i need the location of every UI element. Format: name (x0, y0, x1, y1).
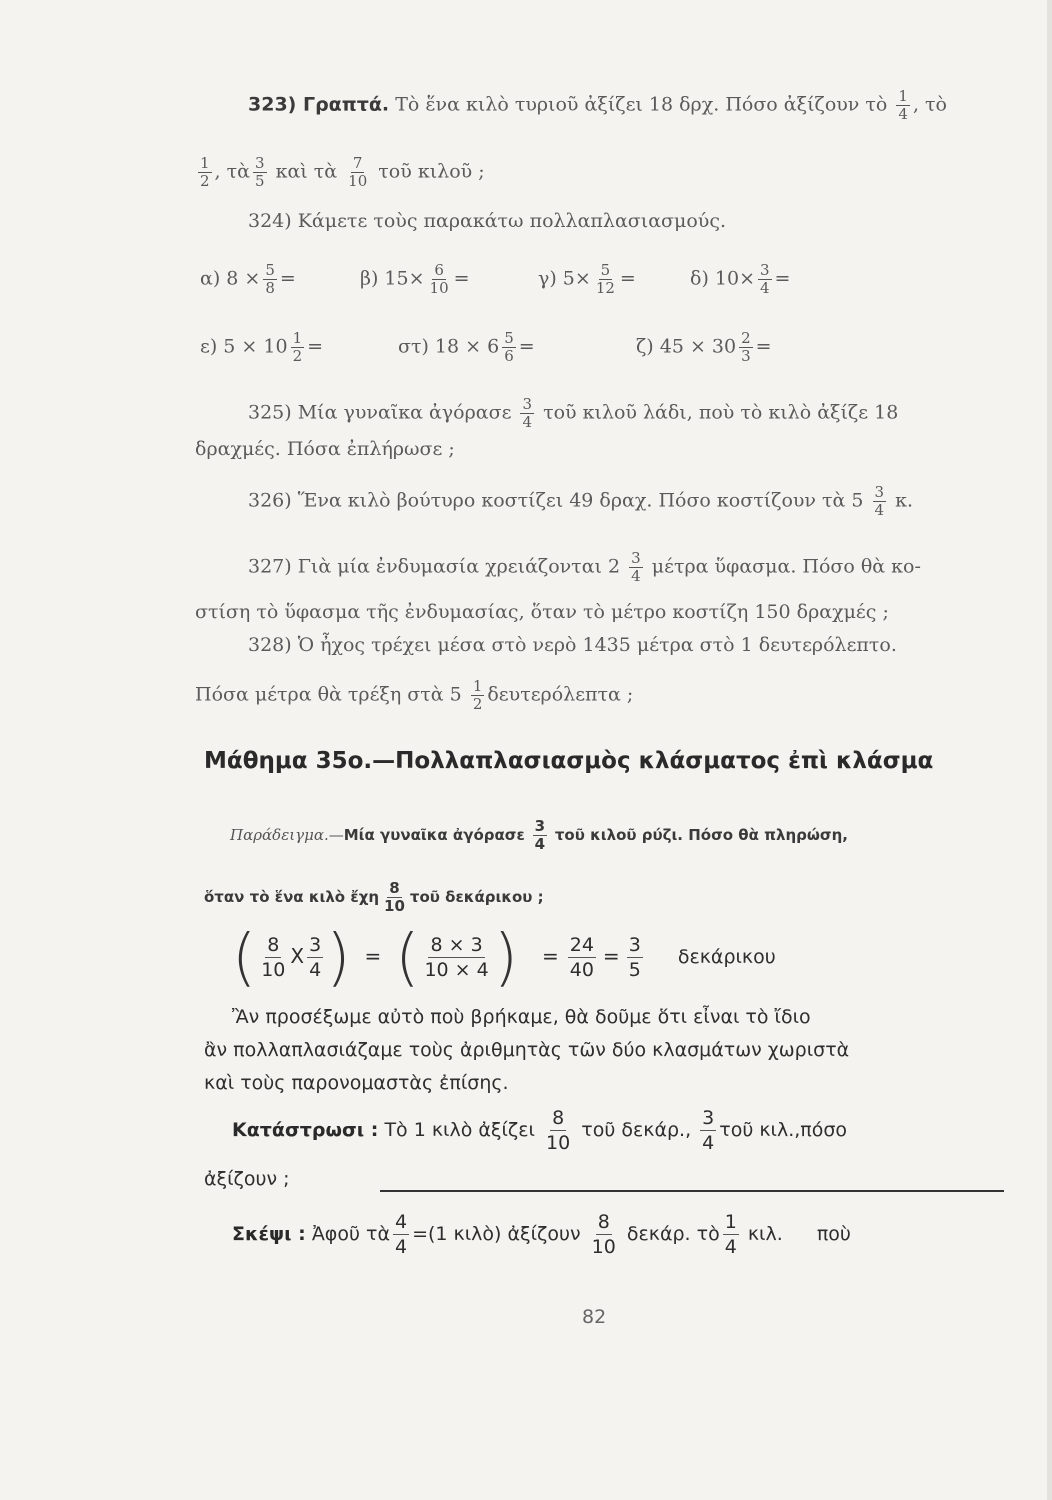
exercise-328-line2: Πόσα μέτρα θὰ τρέξη στὰ 5 $\frac{1}{2}$ δευτερόλεπτα ; (195, 677, 634, 713)
exercise-324-e: ε) 5 × 10 $\frac{1}{2}$ = (200, 329, 324, 365)
separator-rule (380, 1190, 1004, 1192)
fraction-5-6: $\frac{5}{6}$ (504, 329, 514, 365)
eq-fraction-3-4: $\frac{3}{4}$ (309, 934, 322, 981)
exercise-324-title: 324) Κάμετε τοὺς παρακάτω πολλαπλασιασμούς. (248, 210, 727, 232)
sk-fraction-1-4: $\frac{1}{4}$ (724, 1211, 737, 1258)
page-number: 82 (582, 1306, 607, 1328)
exercise-325-line2: δραχμές. Πόσα ἐπλήρωσε ; (195, 438, 455, 460)
fraction-3-5: $\frac{3}{5}$ (254, 154, 265, 190)
fraction-3-4c: $\frac{3}{4}$ (874, 483, 885, 519)
fraction-1-2b: $\frac{1}{2}$ (292, 329, 303, 365)
para-line3: καὶ τοὺς παρονομαστὰς ἐπίσης. (204, 1072, 509, 1094)
eq-fraction-3-5: $\frac{3}{5}$ (628, 934, 641, 981)
fraction-7-10: $\frac{7}{10}$ (348, 154, 368, 190)
exercise-324-row1: α) 8 × $\frac{5}{8}$ = (200, 261, 296, 297)
fraction-2-3: $\frac{2}{3}$ (741, 329, 751, 365)
fraction-3-4e: $\frac{3}{4}$ (534, 817, 546, 853)
exercise-324-c: γ) 5× $\frac{5}{12}$ = (538, 261, 636, 297)
fraction-1-2: $\frac{1}{2}$ (200, 154, 210, 190)
fraction-8-10: $\frac{8}{10}$ (384, 879, 405, 915)
eq-fraction-24-40: $\frac{24}{40}$ (569, 934, 594, 981)
exercise-323-line2: $\frac{1}{2}$ , τὰ $\frac{3}{5}$ καὶ τὰ $\frac{7}{10}$ τοῦ κιλοῦ ; (200, 154, 485, 190)
para-line1: Ἂν προσέξωμε αὐτὸ ποὺ βρήκαμε, θὰ δοῦμε ὅτι εἶναι τὸ ἴδιο (232, 1006, 811, 1028)
eq-fraction-8x3-10x4: $\frac{8 \times 3}{10 \times 4}$ (424, 934, 489, 981)
fraction-1-2c: $\frac{1}{2}$ (472, 677, 483, 713)
katastrosi-line: Κατάστρωσι : Τὸ 1 κιλὸ ἀξίζει $\frac{8}{10}$ τοῦ δεκάρ., $\frac{3}{4}$ τοῦ κιλ.,πόσο (232, 1107, 848, 1154)
equation-row: ( $\frac{8}{10}$ X $\frac{3}{4}$ ) = ( $\frac{8 \times 3}{10 \times 4}$ ) = $\frac{24}{40}$ = $\frac{3}{5}$ δεκάρικου (232, 920, 776, 994)
exercise-323-to: , τὸ (912, 93, 947, 116)
sk-fraction-4-4: $\frac{4}{4}$ (394, 1211, 408, 1258)
lesson-title: Μάθημα 35ο.—Πολλαπλασιασμὸς κλάσματος ἐπὶ κλάσμα (204, 748, 934, 774)
page-edge-shadow (1047, 0, 1052, 1500)
eq-unit: δεκάρικου (677, 946, 776, 968)
example-line1: Παράδειγμα.—Μία γυναῖκα ἀγόρασε $\frac{3}{4}$ τοῦ κιλοῦ ρύζι. Πόσο θὰ πληρώση, (230, 817, 848, 853)
eq-fraction-8-10: $\frac{8}{10}$ (261, 934, 286, 981)
sk-fraction-8-10: $\frac{8}{10}$ (591, 1211, 616, 1258)
exercise-323-label: 323) Γραπτά. (248, 93, 390, 116)
exercise-323-text: Τὸ ἕνα κιλὸ τυριοῦ ἀξίζει 18 δρχ. Πόσο ἀξίζουν τὸ (395, 93, 888, 116)
skepsi-line: Σκέψι : Ἀφοῦ τὰ $\frac{4}{4}$ =(1 κιλὸ) ἀξίζουν $\frac{8}{10}$ δεκάρ. τὸ $\frac{1}{4}$ κιλ. ποὺ (232, 1211, 851, 1258)
example-line2: ὅταν τὸ ἕνα κιλὸ ἔχη $\frac{8}{10}$ τοῦ δεκάρικου ; (204, 879, 544, 915)
exercise-324-d: δ) 10× $\frac{3}{4}$ = (690, 261, 791, 297)
katastrosi-line2: ἀξίζουν ; (204, 1168, 290, 1190)
exercise-327-line1: 327) Γιὰ μία ἐνδυμασία χρειάζονται 2 $\frac{3}{4}$ μέτρα ὕφασμα. Πόσο θὰ κο- (248, 549, 921, 585)
exercise-324-f: στ) 18 × 6 $\frac{5}{6}$ = (398, 329, 535, 365)
kat-fraction-8-10: $\frac{8}{10}$ (546, 1107, 571, 1154)
exercise-324-g: ζ) 45 × 30 $\frac{2}{3}$ = (636, 329, 772, 365)
exercise-325-line1: 325) Μία γυναῖκα ἀγόρασε $\frac{3}{4}$ τοῦ κιλοῦ λάδι, ποὺ τὸ κιλὸ ἀξίζε 18 (248, 395, 899, 431)
exercise-328-line1: 328) Ὁ ἦχος τρέχει μέσα στὸ νερὸ 1435 μέτρα στὸ 1 δευτερόλεπτο. (248, 634, 897, 656)
exercise-323-line1 (248, 88, 947, 123)
exercise-326-line: 326) Ἕνα κιλὸ βούτυρο κοστίζει 49 δραχ. Πόσο κοστίζουν τὰ 5 $\frac{3}{4}$ κ. (248, 483, 914, 519)
exercise-327-line2: στίση τὸ ὕφασμα τῆς ἐνδυμασίας, ὅταν τὸ μέτρο κοστίζη 150 δραχμές ; (195, 601, 889, 623)
fraction-5-8: $\frac{5}{8}$ (265, 261, 275, 297)
fraction-6-10: $\frac{6}{10}$ (429, 261, 449, 297)
fraction-3-4b: $\frac{3}{4}$ (522, 395, 533, 431)
exercise-324-b: β) 15× $\frac{6}{10}$ = (360, 261, 470, 297)
fraction-3-4: $\frac{3}{4}$ (760, 261, 770, 297)
fraction-5-12: $\frac{5}{12}$ (595, 261, 615, 297)
para-line2: ἂν πολλαπλασιάζαμε τοὺς ἀριθμητὰς τῶν δύο κλασμάτων χωριστὰ (204, 1039, 850, 1061)
fraction-1-4: $\frac{1}{4}$ (898, 87, 908, 123)
fraction-3-4d: $\frac{3}{4}$ (631, 549, 641, 585)
kat-fraction-3-4: $\frac{3}{4}$ (702, 1107, 715, 1154)
